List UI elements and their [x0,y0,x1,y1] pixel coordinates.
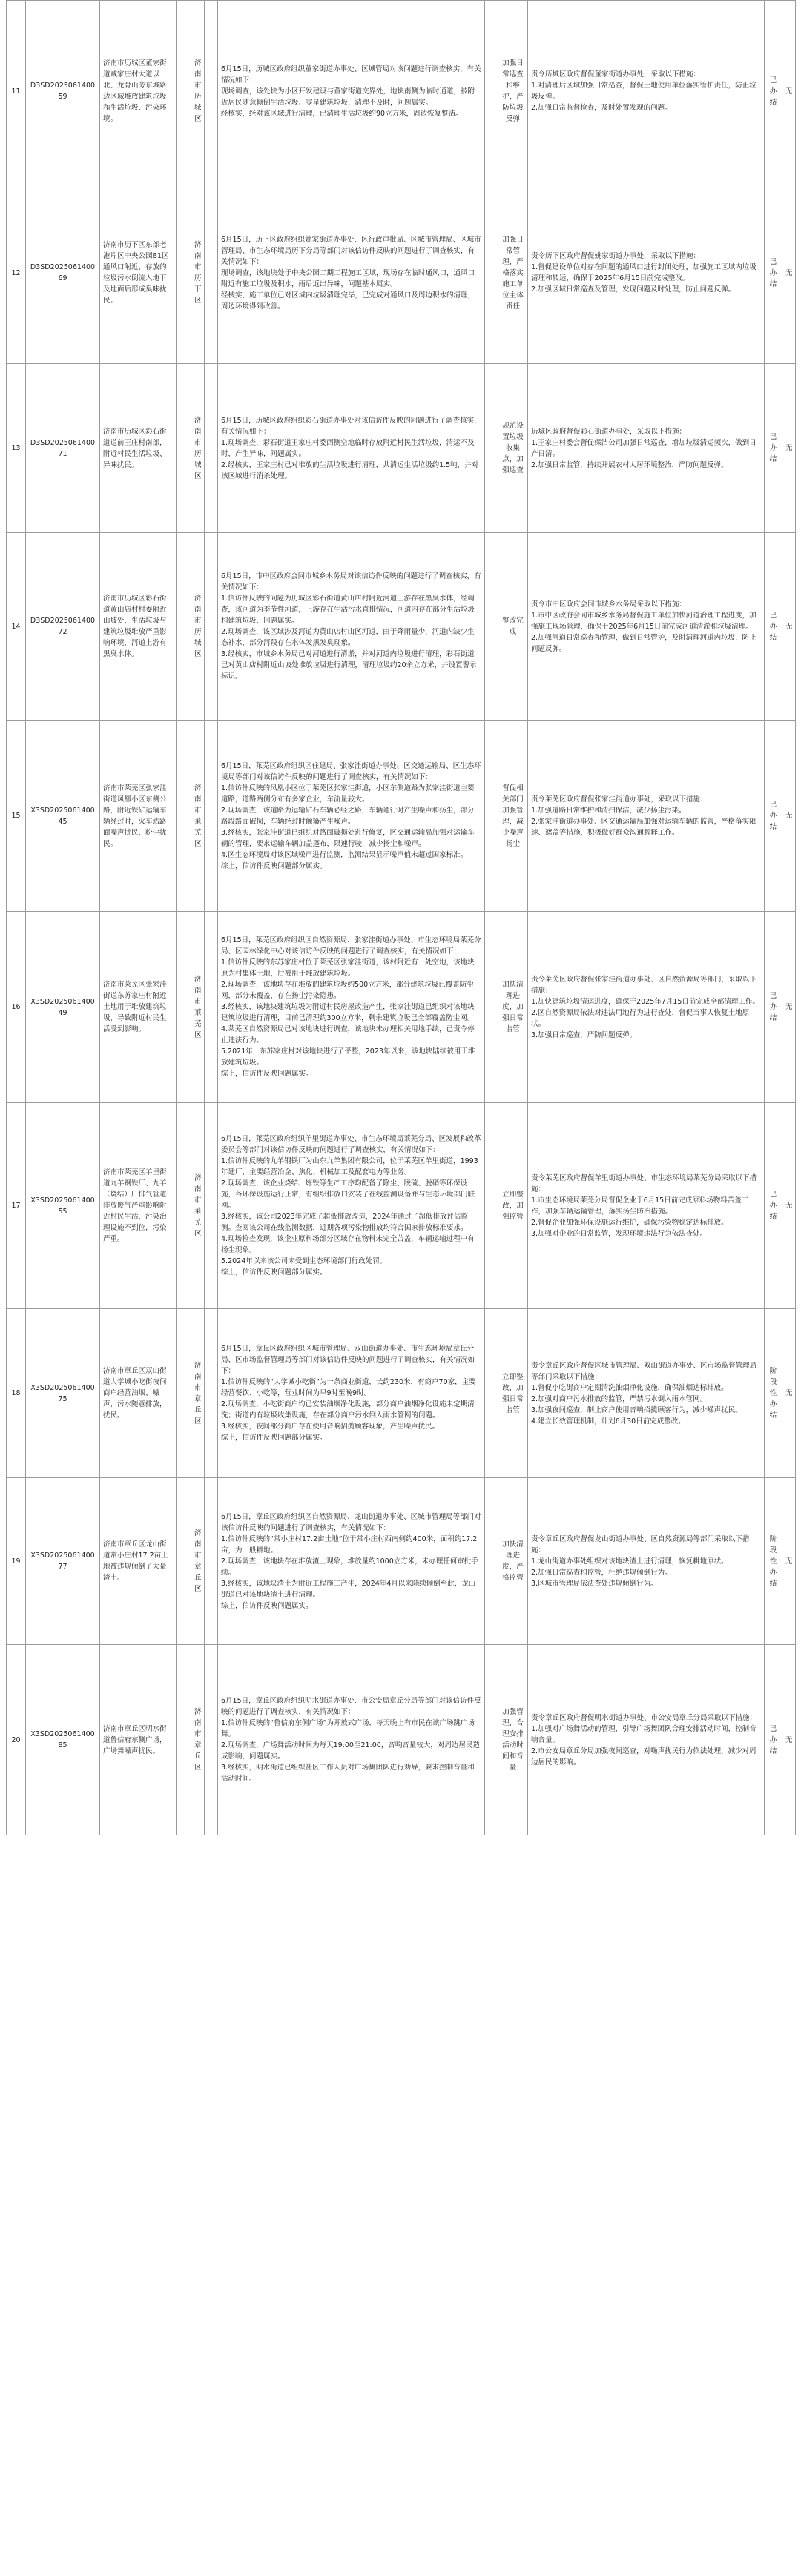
handling-result-line: 2.张家洼街道办事处、区交通运输局加强对运输车辆的监管，严格落实限速、遮盖等措施，积极做好群众沟通解释工作。 [531,817,756,837]
handling-result-line: 4.建立长效管理机制，计划6月30日前完成整改。 [531,1417,685,1426]
handling-result-line: 责令章丘区政府督促区城市管理局、双山街道办事处、区市场监督管理局等部门采取以下措施： [531,1361,757,1381]
handling-result-line: 1.加快建筑垃圾清运进度，确保于2025年7月15日前完成全部清理工作。 [531,997,759,1006]
investigation-detail-line: 2.现场调查，该地块存在堆放的建筑垃圾约500立方米，部分建筑垃圾已覆盖防尘网，部分未覆盖，存在扬尘污染隐患。 [221,981,474,1000]
investigation-detail [218,364,485,533]
row-number: 14 [7,533,26,721]
investigation-detail-line: 4.现场检查发现，该企业原料场部分区域存在物料未完全苫盖，车辆运输过程中有扬尘现象。 [221,1235,475,1254]
completion-status: 已办结 [765,1645,782,1835]
handling-result-line: 责令历下区政府督促姚家街道办事处，采取以下措施： [531,252,701,260]
col-6 [205,1309,218,1478]
handling-result [528,1309,765,1478]
investigation-detail-line: 2.现场调查，小吃街商户均已安装油烟净化设施，部分商户油烟净化设施未定期清洗；街道内有垃圾收集设施，存在部分商户污水倒入雨水管网的问题。 [221,1400,475,1420]
col-6 [205,1103,218,1309]
table-row [7,364,796,533]
handling-result-line: 责令历城区政府督促董家街道办事处，采取以下措施： [531,70,701,79]
complaint-location: 济南市历城区彩石街道黄山店村村委附近山坡处，生活垃圾与建筑垃圾堆放严重影响环境，河道上游有黑臭水体。 [100,533,177,721]
investigation-detail-line: 6月15日，章丘区政府组织区城市管理局、双山街道办事处、市生态环境局章丘分局、区市场监督管理局等部门对该信访件反映的问题进行了调查核实，有关情况如下： [221,1345,475,1375]
handling-result [528,1478,765,1645]
handling-result-line: 1.督促小吃街商户定期清洗油烟净化设施，确保油烟达标排放。 [531,1383,728,1392]
row-number: 13 [7,364,26,533]
completion-status: 已办结 [765,182,782,364]
col-6 [205,364,218,533]
remediation-status: 督促相关部门加强管理，减少噪声扬尘 [498,721,528,912]
investigation-detail-line: 3.经核实，该地块建筑垃圾为附近村民房屋改造产生，张家洼街道已组织对该地块建筑垃圾进行清理，目前已清理约300立方米，剩余建筑垃圾已全部覆盖防尘网。 [221,1003,475,1022]
complaint-location: 济南市章丘区明水街道鲁信府东侧广场，广场舞噪声扰民。 [100,1645,177,1835]
handling-result-line: 2.加强日常巡查和监管，杜绝违规倾倒行为。 [531,1568,672,1577]
investigation-detail-line: 4.区生态环境局对该区域噪声进行监测，监测结果显示噪声值未超过国家标准。 [221,850,468,859]
complaint-location: 济南市历下区东部老港片区中央公园B1区通风口附近，存放的垃圾污水倒流入地下及地面后形成臭味扰民。 [100,182,177,364]
col-4 [177,1645,191,1835]
handling-result-line: 3.加强日常巡查，严防问题反弹。 [531,1030,637,1039]
investigation-detail-line: 1.信访件反映的九羊钢铁厂为山东九羊集团有限公司，位于莱芜区羊里街道，1993年建厂，主要经营冶金、焦化、机械加工及配套电力等业务。 [221,1157,478,1176]
case-code: X3SD202506140075 [26,1309,100,1478]
investigation-detail-line: 1.信访件反映的东苏家庄村位于莱芜区张家洼街道，该村附近有一处空地，该地块原为村集体土地，后被用于堆放建筑垃圾。 [221,958,475,978]
col-8 [485,364,498,533]
investigation-detail-line: 综上，信访件反映问题部分属实。 [221,1268,327,1277]
col-8 [485,912,498,1103]
case-code: D3SD202506140071 [26,364,100,533]
handling-result-line: 责令莱芜区政府督促羊里街道办事处、市生态环境局莱芜分局采取以下措施： [531,1173,757,1193]
complaint-table [6,0,796,1835]
investigation-detail-line: 6月15日，历城区政府组织彩石街道办事处对该信访件反映的问题进行了调查核实，有关情况如下： [221,416,481,436]
accountability-status: 无 [782,1478,796,1645]
col-4 [177,533,191,721]
col-4 [177,1,191,182]
completion-status: 已办结 [765,364,782,533]
accountability-status: 无 [782,1309,796,1478]
row-number: 11 [7,1,26,182]
col-6 [205,1,218,182]
col-6 [205,1645,218,1835]
col-6 [205,1478,218,1645]
investigation-detail-line: 1.现场调查，彩石街道王家庄村委西侧空地临时存放附近村民生活垃圾，清运不及时，产生异味，问题属实。 [221,438,475,458]
investigation-detail-line: 综上，信访件反映问题属实。 [221,1070,313,1078]
col-4 [177,182,191,364]
investigation-detail [218,533,485,721]
remediation-status: 加强日常巡查和维护，严防垃圾反弹 [498,1,528,182]
investigation-detail-line: 3.经核实，该地块渣土为附近工程施工产生，2024年4月以来陆续倾倒至此，龙山街道已对该地块渣土进行清理。 [221,1579,476,1599]
investigation-detail-line: 5.2024年以来该公司未受到生态环境部门行政处罚。 [221,1257,387,1265]
investigation-detail-line: 1.信访件反映的凤凰小区位于莱芜区张家洼街道，小区东侧道路为张家洼街道主要道路，道路两侧分布有多家企业，车流量较大。 [221,784,475,804]
investigation-detail-line: 4.莱芜区自然资源局已对该地块进行调查，该地块未办理相关用地手续，已责令停止违法行为。 [221,1025,475,1044]
investigation-detail-line: 经核实，经对该区域进行清理，已清理生活垃圾约90立方米，周边恢复整洁。 [221,109,463,118]
row-number: 20 [7,1645,26,1835]
investigation-detail-line: 综上，信访件反映问题属实。 [221,1601,313,1610]
complaint-location: 济南市章丘区双山街道大学城小吃街夜间商户经营油烟、噪声，污水随意排放，扰民。 [100,1309,177,1478]
completion-status: 已办结 [765,533,782,721]
col-6 [205,912,218,1103]
handling-result-line: 1.督促建设单位对存在问题的通风口进行封闭处理，加强施工区域内垃圾清理和转运，确保于2025年6月15日前完成整改。 [531,263,756,282]
col-8 [485,533,498,721]
investigation-detail-line: 3.经核实，张家洼街道已组织对路面破损处进行修复，区交通运输局加强对运输车辆的管理，要求运输车辆加盖篷布，限速行驶，减少扬尘和噪声。 [221,828,475,848]
complaint-location: 济南市历城区彩石街道道前王庄村南部，附近村民生活垃圾、异味扰民。 [100,364,177,533]
administrative-area: 济南市章丘区 [191,1645,205,1835]
col-8 [485,182,498,364]
investigation-detail-line: 3.经核实，市城乡水务局已对河道进行清淤，并对河道内垃圾进行清理，彩石街道已对黄山店村附近山坡处堆放垃圾进行清理，清理垃圾约20余立方米，并设置警示标识。 [221,650,477,681]
handling-result [528,1,765,182]
table-row [7,533,796,721]
handling-result-line: 1.加强对广场舞活动的管理，引导广场舞团队合理安排活动时间，控制音响音量。 [531,1724,756,1744]
table-row [7,912,796,1103]
investigation-detail-line: 2.现场调查，该地块存在堆放渣土现象，堆放量约1000立方米，未办理任何审批手续。 [221,1557,478,1577]
investigation-detail [218,182,485,364]
investigation-detail-line: 3.经核实，明水街道已组织社区工作人员对广场舞团队进行劝导，要求控制音量和活动时间。 [221,1764,475,1783]
col-4 [177,1478,191,1645]
investigation-detail [218,912,485,1103]
row-number: 17 [7,1103,26,1309]
case-code: X3SD202506140055 [26,1103,100,1309]
administrative-area: 济南市历城区 [191,533,205,721]
remediation-status: 规范设置垃圾收集点，加强巡查 [498,364,528,533]
accountability-status: 无 [782,1,796,182]
handling-result-line: 1.对清理后区域加强日常巡查，督促土地使用单位落实管护责任，防止垃圾反弹。 [531,82,756,101]
table-row [7,1309,796,1478]
case-code: X3SD202506140045 [26,721,100,912]
col-8 [485,1103,498,1309]
handling-result-line: 2.加强对商户污水排放的监管，严禁污水倒入雨水管网。 [531,1394,708,1403]
case-code: X3SD202506140049 [26,912,100,1103]
investigation-detail-line: 6月15日，历城区政府组织董家街道办事处、区城管局对该问题进行调查核实，有关情况如下： [221,64,481,85]
investigation-detail-line: 2.现场调查，该企业烧结、炼铁等生产工序均配备了除尘、脱硫、脱硝等环保设施，各环保设施运行正常，有组织排放口安装了在线监测设备并与生态环境部门联网。 [221,1179,475,1210]
row-number: 18 [7,1309,26,1478]
col-4 [177,1309,191,1478]
case-code: X3SD202506140085 [26,1645,100,1835]
document-page [6,0,795,1835]
handling-result [528,533,765,721]
investigation-detail [218,1,485,182]
accountability-status: 无 [782,1103,796,1309]
investigation-detail-line: 综上，信访件反映问题部分属实。 [221,1434,327,1442]
col-6 [205,533,218,721]
complaint-location: 济南市莱芜区张家洼街道凤凰小区东侧公路，附近铁矿运输车辆经过时，火车站路面噪声扰民，粉尘扰民。 [100,721,177,912]
case-code: D3SD202506140069 [26,182,100,364]
row-number: 15 [7,721,26,912]
handling-result [528,364,765,533]
handling-result-line: 2.加强区域日常巡查及管理，发现问题及时处理，防止问题反弹。 [531,285,736,294]
investigation-detail-line: 1.信访件反映的问题为历城区彩石街道黄山店村附近河道上游存在黑臭水体，经调查，该河道为季节性河道，上游存在生活污水直排情况，河道内存在部分生活垃圾和建筑垃圾，问题属实。 [221,595,475,625]
handling-result-line: 3.加强对企业的日常监管，发现环境违法行为依法查处。 [531,1229,708,1238]
administrative-area: 济南市莱芜区 [191,1103,205,1309]
accountability-status: 无 [782,182,796,364]
complaint-location: 济南市莱芜区张家洼街道东苏家庄村附近土地用于堆放建筑垃圾，导致附近村民生活受到影响。 [100,912,177,1103]
row-number: 19 [7,1478,26,1645]
col-8 [485,1645,498,1835]
row-number: 16 [7,912,26,1103]
handling-result-line: 1.加强道路日常维护和清扫保洁，减少扬尘污染。 [531,806,686,815]
table-row [7,1,796,182]
handling-result-line: 2.市公安局章丘分局加强夜间巡查，对噪声扰民行为依法处理，减少对周边居民的影响。 [531,1746,756,1767]
col-4 [177,912,191,1103]
handling-result-line: 历城区政府督促彩石街道办事处，采取以下措施： [531,427,687,436]
accountability-status: 无 [782,721,796,912]
complaint-location: 济南市章丘区龙山街道常小庄村17.2亩土地被违规倾倒了大量渣土。 [100,1478,177,1645]
handling-result [528,721,765,912]
handling-result-line: 2.加强日常监督检查，及时处置发现的问题。 [531,104,672,112]
completion-status: 阶段性办结 [765,1309,782,1478]
investigation-detail-line: 经核实，施工单位已对区域内垃圾清理完毕，已完成对通风口及周边积水的清理，周边环境得到改善。 [221,291,475,311]
handling-result [528,912,765,1103]
remediation-status: 加强日常管理，严格落实施工单位主体责任 [498,182,528,364]
remediation-status: 加强管理，合理安排活动时间和音量 [498,1645,528,1835]
investigation-detail-line: 6月15日，市中区政府会同市城乡水务局对该信访件反映的问题进行了调查核实，有关情况如下： [221,572,481,592]
case-code: X3SD202506140077 [26,1478,100,1645]
investigation-detail [218,1309,485,1478]
completion-status: 已办结 [765,1103,782,1309]
handling-result-line: 1.王家庄村委会督促保洁公司加强日常巡查，增加垃圾清运频次，做到日产日清。 [531,438,756,458]
handling-result-line: 责令莱芜区政府督促张家洼街道办事处，采取以下措施： [531,795,708,804]
investigation-detail [218,1103,485,1309]
investigation-detail-line: 3.经核实，夜间部分商户存在使用音响招揽顾客现象，产生噪声扰民。 [221,1423,440,1431]
investigation-detail-line: 2.现场调查，该区域涉及河道为黄山店村山区河道，由于降雨量少，河道内缺少生态补水，部分河段存在水体发黑发臭现象。 [221,628,475,647]
col-8 [485,1,498,182]
handling-result [528,182,765,364]
accountability-status: 无 [782,533,796,721]
handling-result-line: 2.区自然资源局依法对违法用地行为进行查处，督促当事人恢复土地原状。 [531,1008,750,1028]
handling-result-line: 2.加强河道日常巡查和管理，做到日常管护，及时清理河道内垃圾，防止问题反弹。 [531,633,756,653]
table-row [7,182,796,364]
completion-status: 已办结 [765,1,782,182]
investigation-detail [218,1645,485,1835]
handling-result-line: 责令莱芜区政府督促张家洼街道办事处、区自然资源局等部门，采取以下措施： [531,975,757,995]
remediation-status: 立即整改，加强监管 [498,1103,528,1309]
investigation-detail-line: 2.现场调查，广场舞活动时间为每天19:00至21:00，音响音量较大，对周边居民造成影响，问题属实。 [221,1741,480,1761]
handling-result [528,1103,765,1309]
handling-result-line: 1.龙山街道办事处组织对该地块渣土进行清理，恢复耕地原状。 [531,1557,728,1566]
handling-result-line: 3.区城市管理局依法查处违规倾倒行为。 [531,1579,658,1588]
investigation-detail-line: 6月15日，莱芜区政府组织区住建局、张家洼街道办事处、区交通运输局、区生态环境局等部门对该信访件反映的问题进行了调查核实，有关情况如下： [221,761,481,781]
investigation-detail-line: 6月15日，历下区政府组织姚家街道办事处、区行政审批局、区城市管理局、区城市管理局、市生态环境局历下分局等部门对该信访件反映的问题进行了调查核实，有关情况如下： [221,235,481,266]
case-code: D3SD202506140072 [26,533,100,721]
administrative-area: 济南市历下区 [191,182,205,364]
investigation-detail-line: 1.信访件反映的“大学城小吃街”为一条商业街道，长约230米，有商户70家，主要经营餐饮、小吃等，营业时间为早9时至晚9时。 [221,1378,476,1397]
table-row [7,1645,796,1835]
case-code: D3SD202506140059 [26,1,100,182]
col-4 [177,364,191,533]
remediation-status: 加快清理进度，严格监管 [498,1478,528,1645]
investigation-detail-line: 6月15日，莱芜区政府组织区自然资源局、张家洼街道办事处、市生态环境局莱芜分局、区园林绿化中心对该信访件反映的问题进行了调查核实，有关情况如下： [221,936,481,956]
investigation-detail-line: 2.经核实，王家庄村已对堆放的生活垃圾进行清理，共清运生活垃圾约1.5吨，并对该区域进行消杀处理。 [221,460,479,480]
investigation-detail-line: 综上，信访件反映问题部分属实。 [221,861,327,870]
remediation-status: 加快清理进度，加强日常监管 [498,912,528,1103]
investigation-detail-line: 2.现场调查，该道路为运输矿石车辆必经之路，车辆通行时产生噪声和扬尘，部分路段路面破损，车辆经过时颠簸产生噪声。 [221,806,475,826]
completion-status: 阶段性办结 [765,1478,782,1645]
handling-result-line: 2.督促企业加强环保设施运行维护，确保污染物稳定达标排放。 [531,1218,728,1227]
col-8 [485,1478,498,1645]
accountability-status: 无 [782,1645,796,1835]
table-row [7,1478,796,1645]
investigation-detail-line: 3.经核实，该公司2023年完成了超低排放改造，2024年通过了超低排放评估监测。查阅该公司在线监测数据，近期各项污染物排放均符合国家排放标准要求。 [221,1213,468,1232]
handling-result-line: 1.市中区政府会同市城乡水务局督促施工单位加快河道治理工程进度，加强施工现场管理，确保于2025年6月15日前完成河道清淤和垃圾清理。 [531,611,756,631]
col-4 [177,721,191,912]
handling-result-line: 3.加强夜间巡查，制止商户使用音响招揽顾客行为，减少噪声扰民。 [531,1405,742,1414]
handling-result-line: 责令市中区政府会同市城乡水务局采取以下措施： [531,600,687,609]
investigation-detail-line: 现场调查，该处块为小区开发建设与董家街道交界处，地块南侧为临时通道，被附近居民随意倾倒生活垃圾、零星建筑垃圾，清理不及时，问题属实。 [221,87,475,107]
investigation-detail [218,1478,485,1645]
remediation-status: 立即整改，加强日常监管 [498,1309,528,1478]
accountability-status: 无 [782,912,796,1103]
administrative-area: 济南市章丘区 [191,1309,205,1478]
handling-result [528,1645,765,1835]
complaint-location: 济南市历城区董家街道臧家庄村大道以北、龙骨山旁东城路边区域堆放建筑垃圾和生活垃圾、污染环境。 [100,1,177,182]
administrative-area: 济南市莱芜区 [191,912,205,1103]
investigation-detail-line: 6月15日，章丘区政府组织区自然资源局、龙山街道办事处、区城市管理局等部门对该信访件反映的问题进行了调查核实，有关情况如下： [221,1512,481,1532]
handling-result-line: 2.加强日常监管，持续开展农村人居环境整治，严防问题反弹。 [531,460,728,469]
row-number: 12 [7,182,26,364]
col-8 [485,1309,498,1478]
investigation-detail-line: 6月15日，章丘区政府组织明水街道办事处、市公安局章丘分局等部门对该信访件反映的问题进行了调查核实，有关情况如下： [221,1697,481,1716]
handling-result-line: 责令章丘区政府督促龙山街道办事处、区自然资源局等部门采取以下措施： [531,1534,750,1554]
remediation-status: 整改完成 [498,533,528,721]
administrative-area: 济南市历城区 [191,364,205,533]
col-6 [205,182,218,364]
investigation-detail-line: 1.信访件反映的“常小庄村17.2亩土地”位于常小庄村西南侧约400米，面积约17.2亩，为一般耕地。 [221,1534,478,1554]
table-row [7,1103,796,1309]
complaint-location: 济南市莱芜区羊里街道九羊钢铁厂、九羊（烧结）厂排气管道排放废气严重影响附近村民生活，污染治理设施不到位，污染严重。 [100,1103,177,1309]
investigation-detail-line: 5.2021年，东苏家庄村对该地块进行了平整，2023年以来，该地块陆续被用于堆放建筑垃圾。 [221,1047,475,1067]
table-row [7,721,796,912]
completion-status: 已办结 [765,721,782,912]
administrative-area: 济南市莱芜区 [191,721,205,912]
handling-result-line: 1.市生态环境局莱芜分局督促企业于6月15日前完成原料场物料苫盖工作，加强车辆运输管理，落实扬尘防治措施。 [531,1196,749,1216]
investigation-detail-line: 现场调查，该地块处于中央公园二期工程施工区域，现场存在临时通风口，通风口附近有施工垃圾及积水，雨后返出异味，问题基本属实。 [221,268,475,288]
administrative-area: 济南市章丘区 [191,1478,205,1645]
col-4 [177,1103,191,1309]
investigation-detail-line: 6月15日，莱芜区政府组织羊里街道办事处、市生态环境局莱芜分局、区发展和改革委员会等部门对该信访件反映的问题进行了调查核实，有关情况如下： [221,1135,481,1154]
accountability-status: 无 [782,364,796,533]
completion-status: 已办结 [765,912,782,1103]
col-8 [485,721,498,912]
handling-result-line: 责令章丘区政府督促明水街道办事处、市公安局章丘分局采取以下措施： [531,1713,757,1722]
col-6 [205,721,218,912]
investigation-detail-line: 1.信访件反映的“鲁信府东侧广场”为开放式广场，每天晚上有市民在该广场跳广场舞。 [221,1719,475,1738]
administrative-area: 济南市历城区 [191,1,205,182]
investigation-detail [218,721,485,912]
